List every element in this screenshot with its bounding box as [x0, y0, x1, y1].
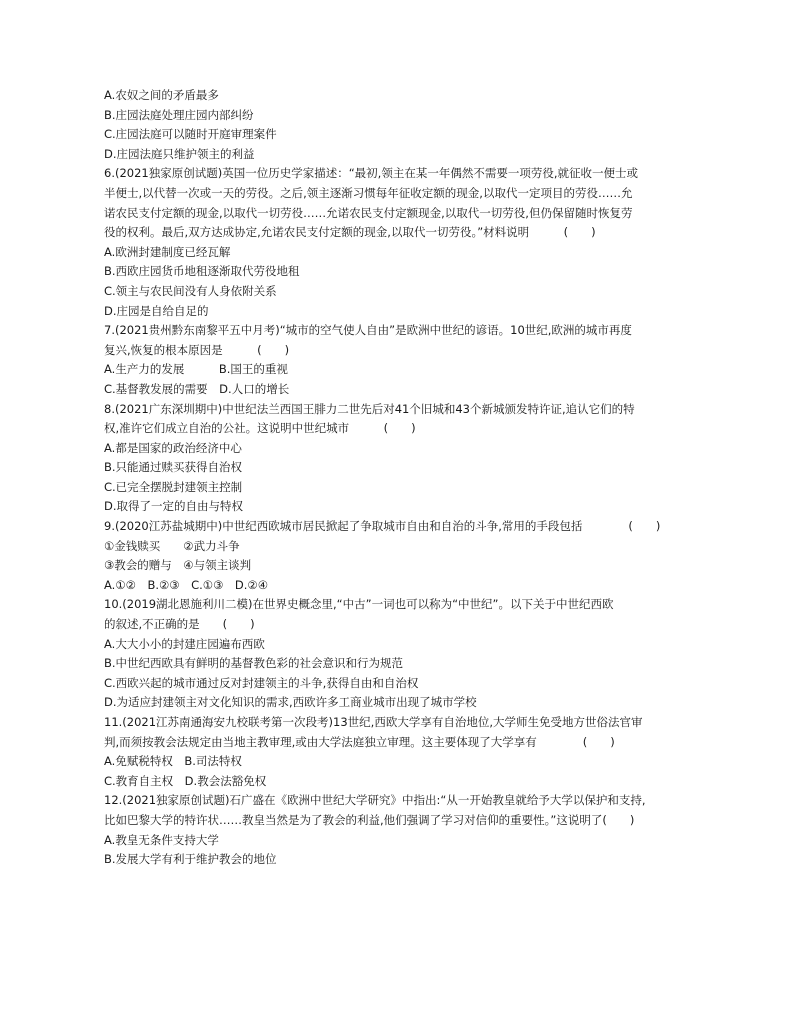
option-line: C.西欧兴起的城市通过反对封建领主的斗争,获得自由和自治权: [104, 675, 419, 690]
option-line: A.农奴之间的矛盾最多: [104, 88, 219, 102]
statement-line: ①金钱赎买 ②武力斗争: [104, 538, 240, 553]
option-line: B.庄园法庭处理庄园内部纠纷: [104, 107, 254, 122]
question-6-text: 诺农民支付定额的现金,以取代一切劳役……允诺农民支付定额现金,以取代一切劳役,但仍保留随时恢复劳: [104, 205, 633, 220]
option-line: C.已完全摆脱封建领主控制: [104, 479, 243, 494]
option-line: C.基督教发展的需要 D.人口的增长: [104, 381, 290, 396]
option-line: B.只能通过赎买获得自治权: [104, 460, 243, 475]
question-10-text: 的叙述,不正确的是 ( ): [104, 617, 255, 632]
question-6-text: 役的权利。最后,双方达成协定,允诺农民支付定额的现金,以取代一切劳役。”材料说明 ( ): [104, 225, 596, 240]
option-line: C.领主与农民间没有人身依附关系: [104, 283, 277, 298]
option-line: C.教育自主权 D.教会法豁免权: [104, 773, 267, 788]
question-12-text: 12.(2021独家原创试题)石广盛在《欧洲中世纪大学研究》中指出:“从一开始教皇就给予大学以保护和支持,: [104, 793, 646, 808]
question-7-text: 7.(2021贵州黔东南黎平五中月考)“城市的空气使人自由”是欧洲中世纪的谚语。10世纪,欧洲的城市再度: [104, 323, 632, 338]
option-line: A.大大小小的封建庄园遍布西欧: [104, 636, 265, 651]
option-line: B.发展大学有利于维护教会的地位: [104, 852, 277, 867]
option-line: D.取得了一定的自由与特权: [104, 499, 244, 514]
option-line: C.庄园法庭可以随时开庭审理案件: [104, 127, 277, 142]
option-line: B.中世纪西欧具有鲜明的基督教色彩的社会意识和行为规范: [104, 656, 404, 671]
question-7-text: 复兴,恢复的根本原因是 ( ): [104, 342, 290, 357]
exam-page: [104, 86, 694, 870]
option-line: A.教皇无条件支持大学: [104, 832, 219, 847]
option-line: D.为适应封建领主对文化知识的需求,西欧许多工商业城市出现了城市学校: [104, 695, 477, 710]
question-6-text: 半便士,以代替一次或一天的劳役。之后,领主逐渐习惯每年征收定额的现金,以取代一定项目的劳役……允: [104, 185, 633, 200]
option-line: A.生产力的发展 B.国王的重视: [104, 362, 288, 377]
question-8-text: 8.(2021广东深圳期中)中世纪法兰西国王腓力二世先后对41个旧城和43个新城颁发特许证,追认它们的特: [104, 401, 635, 416]
question-8-text: 权,准许它们成立自治的公社。这说明中世纪城市 ( ): [104, 421, 416, 436]
option-line: A.欧洲封建制度已经瓦解: [104, 244, 231, 259]
question-10-text: 10.(2019湖北恩施利川二模)在世界史概念里,“中古”一词也可以称为“中世纪”。以下关于中世纪西欧: [104, 597, 614, 612]
option-line: D.庄园法庭只维护领主的利益: [104, 146, 255, 161]
question-9-text: 9.(2020江苏盐城期中)中世纪西欧城市居民掀起了争取城市自由和自治的斗争,常用的手段包括 ( ): [104, 519, 661, 534]
question-11-text: 判,而须按教会法规定由当地主教审理,或由大学法庭独立审理。这主要体现了大学享有 ( ): [104, 734, 615, 749]
option-line: A.①② B.②③ C.①③ D.②④: [104, 577, 269, 592]
statement-line: ③教会的赠与 ④与领主谈判: [104, 558, 252, 573]
question-12-text: 比如巴黎大学的特许状……教皇当然是为了教会的利益,他们强调了学习对信仰的重要性。”这说明了( ): [104, 812, 635, 827]
option-line: A.都是国家的政治经济中心: [104, 440, 242, 455]
question-11-text: 11.(2021江苏南通海安九校联考第一次段考)13世纪,西欧大学享有自治地位,大学师生免受地方世俗法官审: [104, 715, 643, 729]
option-line: B.西欧庄园货币地租逐渐取代劳役地租: [104, 264, 300, 279]
option-line: D.庄园是自给自足的: [104, 303, 209, 318]
question-6-text: 6.(2021独家原创试题)英国一位历史学家描述：“最初,领主在某一年偶然不需要一项劳役,就征收一便士或: [104, 166, 638, 181]
option-line: A.免赋税特权 B.司法特权: [104, 754, 242, 769]
